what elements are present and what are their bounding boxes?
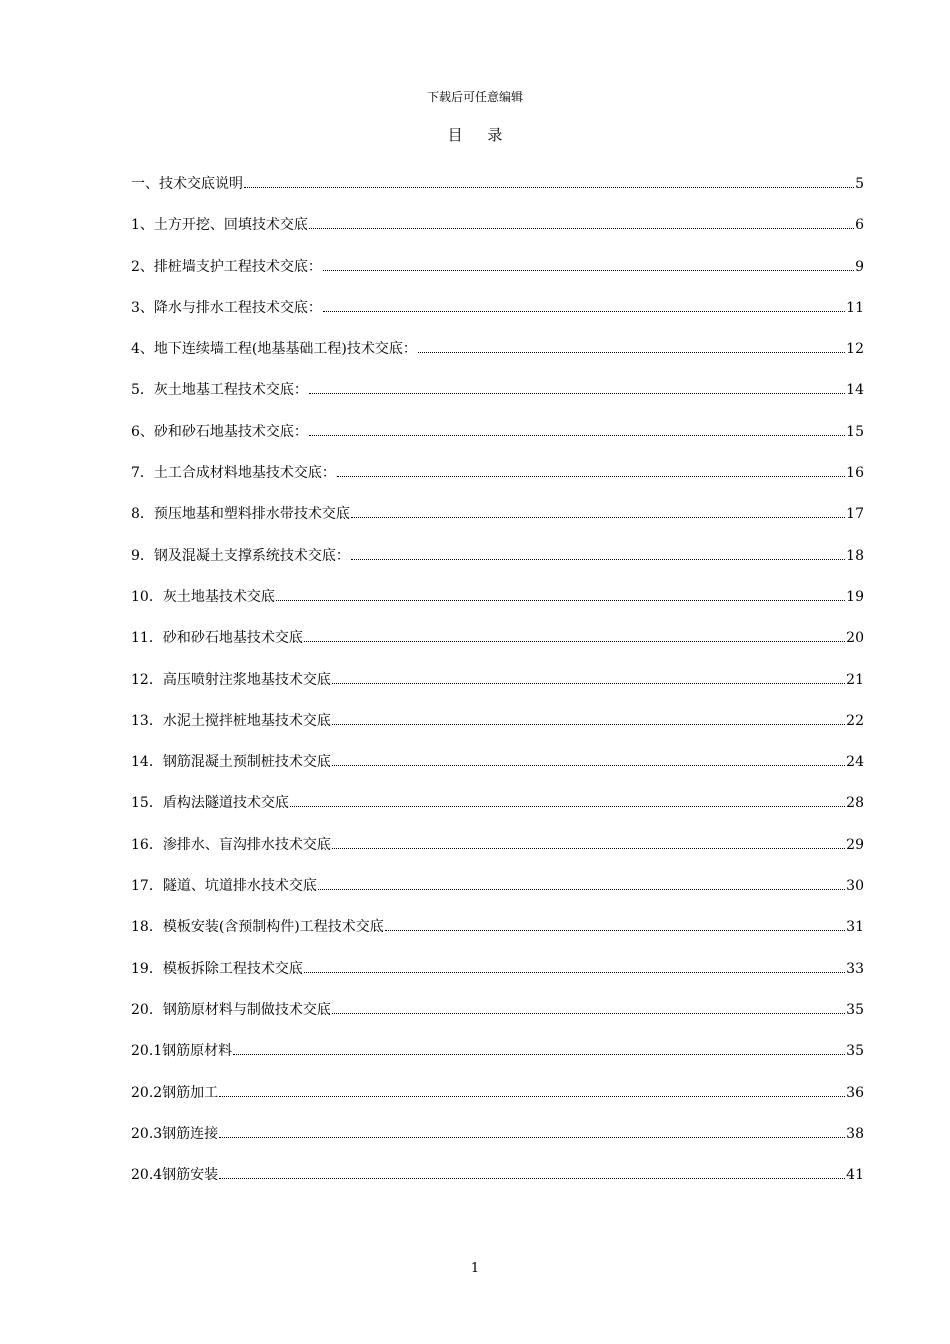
toc-entry-page: 29 <box>846 836 864 853</box>
toc-entry[interactable] <box>131 1165 864 1206</box>
toc-entry-label: 6、砂和砂石地基技术交底： <box>131 423 308 440</box>
toc-entry[interactable] <box>131 835 864 876</box>
toc-dot-leader <box>332 682 845 684</box>
toc-dot-leader <box>233 1053 845 1055</box>
toc-entry[interactable] <box>131 339 864 380</box>
toc-entry[interactable] <box>131 504 864 545</box>
toc-entry-page: 15 <box>846 423 864 440</box>
toc-dot-leader <box>244 186 854 188</box>
toc-dot-leader <box>332 847 845 849</box>
toc-entry-page: 24 <box>846 754 864 771</box>
toc-entry-label: 20．钢筋原材料与制做技术交底 <box>131 1001 331 1018</box>
toc-entry[interactable] <box>131 917 864 958</box>
toc-entry-page: 17 <box>846 506 864 523</box>
toc-entry-label: 9．钢及混凝土支撑系统技术交底： <box>131 547 350 564</box>
toc-entry[interactable] <box>131 422 864 463</box>
toc-entry[interactable] <box>131 215 864 256</box>
toc-dot-leader <box>304 971 845 973</box>
toc-entry-label: 8．预压地基和塑料排水带技术交底 <box>131 506 350 523</box>
toc-entry[interactable] <box>131 628 864 669</box>
toc-entry-label: 4、地下连续墙工程(地基基础工程)技术交底： <box>131 341 417 358</box>
toc-entry[interactable] <box>131 670 864 711</box>
toc-dot-leader <box>351 558 845 560</box>
toc-entry-page: 31 <box>846 919 864 936</box>
toc-entry[interactable] <box>131 876 864 917</box>
toc-entry-label: 12．高压喷射注浆地基技术交底 <box>131 671 331 688</box>
toc-entry-page: 9 <box>855 258 864 275</box>
toc-title: 目 录 <box>447 126 513 144</box>
toc-entry[interactable] <box>131 959 864 1000</box>
toc-entry-page: 12 <box>846 341 864 358</box>
toc-dot-leader <box>309 434 845 436</box>
toc-entry-page: 18 <box>846 547 864 564</box>
toc-dot-leader <box>418 351 845 353</box>
toc-entry-label: 19．模板拆除工程技术交底 <box>131 960 303 977</box>
toc-entry[interactable] <box>131 546 864 587</box>
toc-entry-page: 16 <box>846 465 864 482</box>
toc-entry-label: 20.4钢筋安装 <box>131 1167 219 1184</box>
toc-entry[interactable] <box>131 1124 864 1165</box>
toc-entry-page: 41 <box>846 1167 864 1184</box>
toc-dot-leader <box>323 310 845 312</box>
toc-entry-page: 22 <box>846 712 864 729</box>
toc-entry-page: 30 <box>846 878 864 895</box>
toc-entry-label: 11．砂和砂石地基技术交底 <box>131 630 303 647</box>
toc-entry-label: 2、排桩墙支护工程技术交底： <box>131 258 322 275</box>
toc-entry[interactable] <box>131 1000 864 1041</box>
toc-entry-label: 17．隧道、坑道排水技术交底 <box>131 878 317 895</box>
toc-dot-leader <box>318 888 845 890</box>
page-number: 1 <box>470 1261 480 1276</box>
toc-entry-label: 10．灰土地基技术交底 <box>131 588 275 605</box>
toc-dot-leader <box>332 723 845 725</box>
toc-entry-page: 20 <box>846 630 864 647</box>
toc-entry-label: 20.1钢筋原材料 <box>131 1043 233 1060</box>
toc-dot-leader <box>351 516 845 518</box>
header-note: 下载后可任意编辑 <box>426 90 523 104</box>
toc-entry-label: 20.3钢筋连接 <box>131 1125 219 1142</box>
toc-entry-page: 38 <box>846 1125 864 1142</box>
toc-entry-page: 28 <box>846 795 864 812</box>
toc-entry-label: 13．水泥土搅拌桩地基技术交底 <box>131 712 331 729</box>
toc-dot-leader <box>337 475 845 477</box>
toc-entry-page: 14 <box>846 382 864 399</box>
toc-dot-leader <box>219 1095 845 1097</box>
toc-dot-leader <box>309 392 845 394</box>
toc-entry-page: 6 <box>855 217 864 234</box>
toc-entry[interactable] <box>131 587 864 628</box>
toc-entry-page: 19 <box>846 588 864 605</box>
toc-entry-label: 5．灰土地基工程技术交底： <box>131 382 308 399</box>
toc-entry-label: 18．模板安装(含预制构件)工程技术交底 <box>131 919 384 936</box>
toc-entry-label: 1、土方开挖、回填技术交底 <box>131 217 308 234</box>
toc-entry-label: 20.2钢筋加工 <box>131 1084 219 1101</box>
toc-entry-page: 35 <box>846 1001 864 1018</box>
toc-entry-label: 16．渗排水、盲沟排水技术交底 <box>131 836 331 853</box>
toc-dot-leader <box>309 227 854 229</box>
toc-dot-leader <box>332 1012 845 1014</box>
toc-dot-leader <box>332 764 845 766</box>
toc-entry[interactable] <box>131 1083 864 1124</box>
toc-entry-page: 21 <box>846 671 864 688</box>
toc-entry[interactable] <box>131 257 864 298</box>
toc-dot-leader <box>219 1136 845 1138</box>
toc-entry[interactable] <box>131 793 864 834</box>
toc-entry[interactable] <box>131 463 864 504</box>
toc-entry-label: 7．土工合成材料地基技术交底： <box>131 465 336 482</box>
toc-dot-leader <box>219 1177 845 1179</box>
toc-entry-page: 11 <box>846 299 864 316</box>
toc-entry[interactable] <box>131 752 864 793</box>
toc-dot-leader <box>276 599 845 601</box>
toc-entry[interactable] <box>131 174 864 215</box>
toc-dot-leader <box>385 929 845 931</box>
toc-entry-page: 5 <box>855 176 864 192</box>
toc-entry[interactable] <box>131 1041 864 1082</box>
toc-entry-page: 36 <box>846 1084 864 1101</box>
toc-entry-label: 15．盾构法隧道技术交底 <box>131 795 289 812</box>
toc-entry-label: 14．钢筋混凝土预制桩技术交底 <box>131 754 331 771</box>
toc-entry[interactable] <box>131 711 864 752</box>
toc-dot-leader <box>290 805 845 807</box>
toc-dot-leader <box>304 640 845 642</box>
toc-entry[interactable] <box>131 380 864 421</box>
toc-entry-page: 33 <box>846 960 864 977</box>
toc-entry-label: 一、技术交底说明 <box>131 176 243 192</box>
toc-entry-page: 35 <box>846 1043 864 1060</box>
toc-entry[interactable] <box>131 298 864 339</box>
table-of-contents <box>131 174 864 1206</box>
toc-entry-label: 3、降水与排水工程技术交底： <box>131 299 322 316</box>
toc-dot-leader <box>323 269 854 271</box>
